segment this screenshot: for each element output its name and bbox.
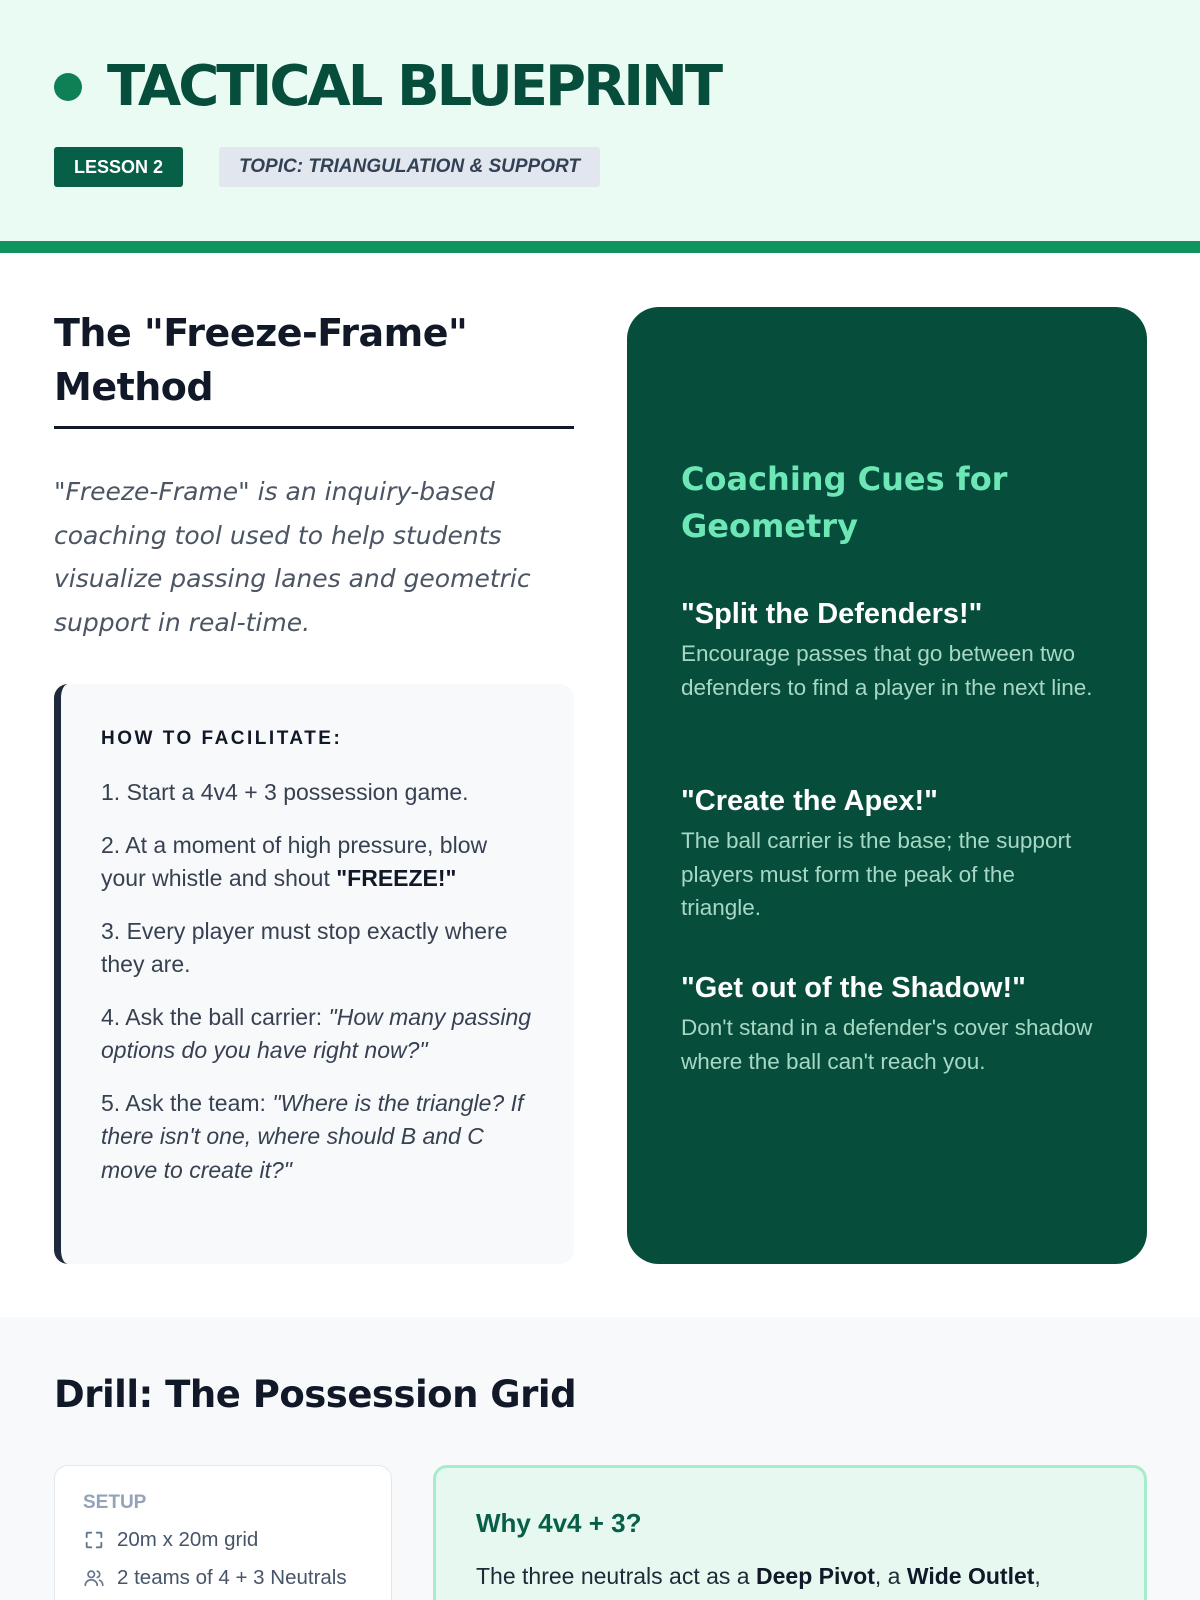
why-text-part: The three neutrals act as a (476, 1563, 756, 1589)
cue-title: "Get out of the Shadow!" (681, 972, 1026, 1004)
coaching-cues-title: Coaching Cues for Geometry (681, 460, 1008, 545)
cue-item (681, 595, 1101, 704)
cue-title: "Create the Apex!" (681, 785, 938, 817)
setup-card (54, 1465, 392, 1600)
step-emphasis: "FREEZE!" (336, 865, 457, 891)
why-text-part: , (1034, 1563, 1041, 1589)
why-text (476, 1563, 1104, 1590)
setup-item (83, 1528, 363, 1552)
facilitate-box (54, 684, 574, 1264)
step-text: 5. Ask the team: (101, 1089, 273, 1116)
setup-item-text: 20m x 20m grid (117, 1528, 259, 1551)
cue-item (681, 969, 1101, 1078)
topic-badge: TOPIC: TRIANGULATION & SUPPORT (219, 147, 600, 187)
title-bullet-icon (54, 73, 82, 101)
lesson-badge: LESSON 2 (54, 147, 183, 187)
page-title: TACTICAL BLUEPRINT (107, 54, 721, 119)
setup-label: SETUP (83, 1492, 147, 1513)
drill-title: Drill: The Possession Grid (54, 1373, 577, 1416)
drill-section (0, 1317, 1200, 1600)
method-title-underline (54, 426, 574, 429)
facilitate-step (101, 829, 534, 896)
method-title: The "Freeze-Frame" Method (54, 311, 468, 409)
users-icon (83, 1567, 105, 1589)
step-text: 2. At a moment of high pressure, blow your whistle and shout (101, 831, 488, 891)
why-term: Deep Pivot (756, 1563, 875, 1589)
grid-frame-icon (83, 1529, 105, 1551)
facilitate-step (101, 776, 534, 810)
facilitate-step (101, 1001, 534, 1068)
page-header (0, 0, 1200, 241)
coaching-cues-card (627, 307, 1147, 1264)
cue-title: "Split the Defenders!" (681, 598, 983, 630)
why-card (433, 1465, 1147, 1600)
why-term: Wide Outlet (906, 1563, 1035, 1589)
setup-item (83, 1566, 363, 1590)
step-text: 3. Every player must stop exactly where they are. (101, 917, 508, 977)
cue-description: Encourage passes that go between two defenders to find a player in the next line. (681, 641, 1093, 700)
why-title: Why 4v4 + 3? (476, 1508, 642, 1538)
step-question: "Where is the triangle? If there isn't one, where should B and C move to create it?" (101, 1089, 524, 1183)
step-text: 1. Start a 4v4 + 3 possession game. (101, 779, 469, 805)
method-intro: "Freeze-Frame" is an inquiry-based coaching tool used to help students visualize passing lanes and geometric support in real-time. (54, 477, 531, 637)
step-question: "How many passing options do you have right now?" (101, 1003, 532, 1063)
facilitate-heading: HOW TO FACILITATE: (101, 728, 343, 749)
cue-item (681, 782, 1101, 925)
step-text: 4. Ask the ball carrier: (101, 1003, 329, 1030)
facilitate-step (101, 1087, 534, 1188)
cue-description: The ball carrier is the base; the support players must form the peak of the triangle. (681, 828, 1072, 920)
setup-item-text: 2 teams of 4 + 3 Neutrals (117, 1566, 347, 1589)
header-divider (0, 241, 1200, 253)
why-text-part: , a (874, 1563, 907, 1589)
cue-description: Don't stand in a defender's cover shadow where the ball can't reach you. (681, 1015, 1093, 1074)
facilitate-step (101, 915, 534, 982)
